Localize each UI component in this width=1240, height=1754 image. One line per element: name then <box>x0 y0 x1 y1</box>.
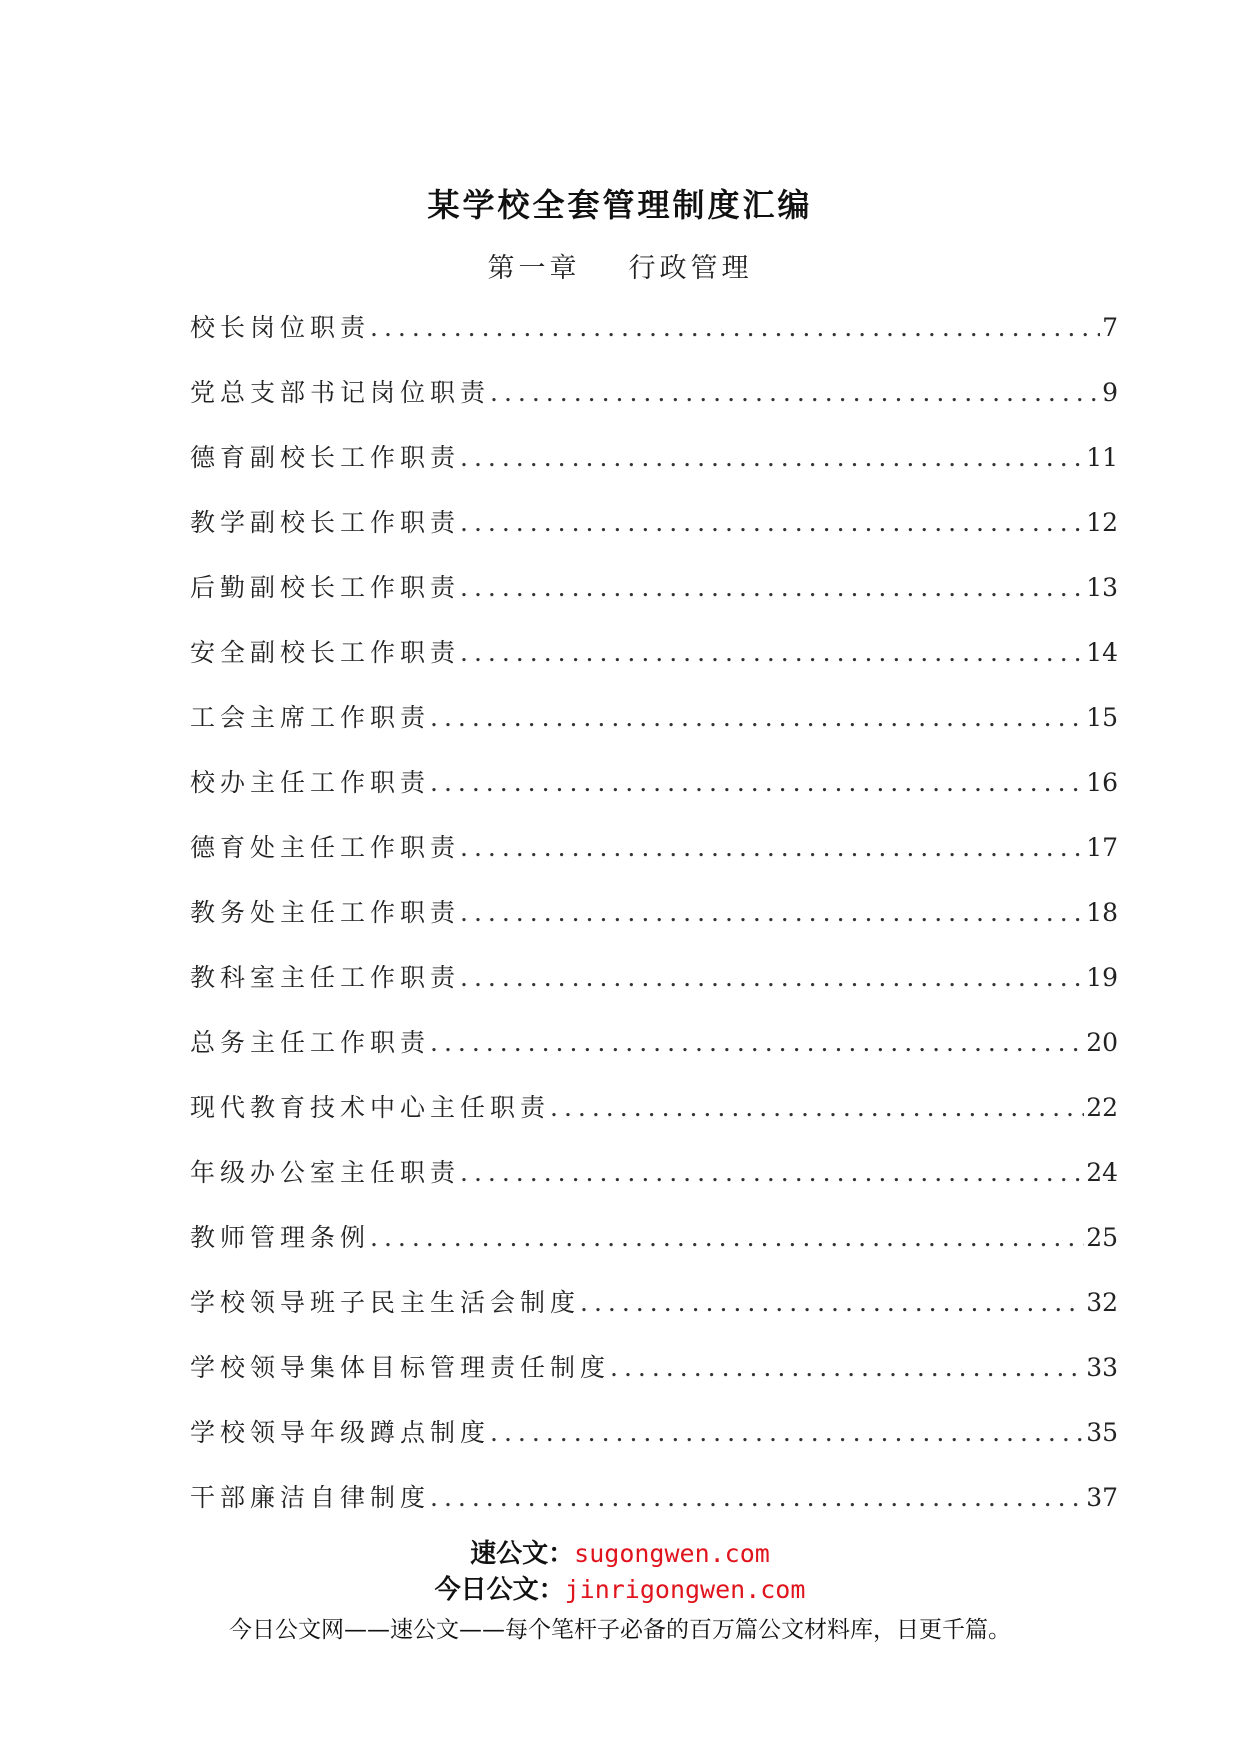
toc-dot-leader <box>460 638 1084 667</box>
chapter-number: 第一章 <box>487 253 581 284</box>
toc-entry-page-number: 24 <box>1086 1158 1118 1187</box>
toc-entry-page-number: 19 <box>1086 963 1118 992</box>
toc-entry-page-number: 9 <box>1102 378 1118 407</box>
toc-dot-leader <box>460 963 1084 992</box>
toc-entry-page-number: 33 <box>1086 1353 1118 1382</box>
toc-dot-leader <box>610 1353 1084 1382</box>
toc-entry-label: 教务处主任工作职责 <box>190 898 461 927</box>
toc-entry[interactable] <box>190 1218 1118 1283</box>
toc-entry-label: 学校领导年级蹲点制度 <box>190 1418 491 1447</box>
toc-entry[interactable] <box>190 1478 1118 1543</box>
toc-entry-label: 学校领导集体目标管理责任制度 <box>190 1353 611 1382</box>
toc-dot-leader <box>490 378 1100 407</box>
footer-sugongwen-url[interactable]: sugongwen.com <box>574 1539 770 1568</box>
toc-entry-label: 德育处主任工作职责 <box>190 833 461 862</box>
toc-entry[interactable] <box>190 438 1118 503</box>
table-of-contents <box>190 308 1118 1543</box>
footer-line-sugongwen <box>0 1536 1240 1572</box>
toc-entry-label: 干部廉洁自律制度 <box>190 1483 431 1512</box>
footer-sugongwen-label: 速公文： <box>470 1539 575 1569</box>
toc-entry[interactable] <box>190 1153 1118 1218</box>
toc-dot-leader <box>430 703 1084 732</box>
toc-dot-leader <box>460 573 1084 602</box>
toc-entry-page-number: 37 <box>1086 1483 1118 1512</box>
toc-dot-leader <box>370 1223 1084 1252</box>
toc-dot-leader <box>430 768 1084 797</box>
toc-entry[interactable] <box>190 1023 1118 1088</box>
document-title: 某学校全套管理制度汇编 <box>427 186 813 224</box>
toc-entry[interactable] <box>190 698 1118 763</box>
toc-entry-page-number: 35 <box>1086 1418 1118 1447</box>
toc-dot-leader <box>460 898 1084 927</box>
toc-dot-leader <box>460 443 1084 472</box>
toc-entry-label: 年级办公室主任职责 <box>190 1158 461 1187</box>
toc-entry[interactable] <box>190 373 1118 438</box>
toc-entry-label: 校长岗位职责 <box>190 313 371 342</box>
toc-entry-label: 党总支部书记岗位职责 <box>190 378 491 407</box>
toc-entry-label: 教师管理条例 <box>190 1223 371 1252</box>
toc-entry-label: 安全副校长工作职责 <box>190 638 461 667</box>
toc-entry-label: 校办主任工作职责 <box>190 768 431 797</box>
toc-entry-page-number: 7 <box>1102 313 1118 342</box>
toc-entry-page-number: 16 <box>1086 768 1118 797</box>
toc-entry-page-number: 20 <box>1086 1028 1118 1057</box>
toc-entry-label: 后勤副校长工作职责 <box>190 573 461 602</box>
toc-dot-leader <box>430 1028 1084 1057</box>
toc-entry[interactable] <box>190 1283 1118 1348</box>
footer-tagline: 今日公文网——速公文——每个笔杆子必备的百万篇公文材料库，日更千篇。 <box>229 1617 1011 1643</box>
toc-entry-label: 教学副校长工作职责 <box>190 508 461 537</box>
toc-entry-label: 教科室主任工作职责 <box>190 963 461 992</box>
toc-entry-page-number: 18 <box>1086 898 1118 927</box>
toc-entry-label: 学校领导班子民主生活会制度 <box>190 1288 581 1317</box>
toc-entry[interactable] <box>190 308 1118 373</box>
footer-jinrigongwen-url[interactable]: jinrigongwen.com <box>564 1575 806 1604</box>
toc-entry-page-number: 13 <box>1086 573 1118 602</box>
toc-dot-leader <box>580 1288 1084 1317</box>
toc-dot-leader <box>370 313 1100 342</box>
toc-entry[interactable] <box>190 893 1118 958</box>
toc-entry-page-number: 17 <box>1086 833 1118 862</box>
chapter-name: 行政管理 <box>628 253 753 284</box>
toc-entry-page-number: 25 <box>1086 1223 1118 1252</box>
toc-entry[interactable] <box>190 828 1118 893</box>
toc-entry-page-number: 12 <box>1086 508 1118 537</box>
toc-dot-leader <box>490 1418 1084 1447</box>
toc-entry[interactable] <box>190 633 1118 698</box>
toc-entry-page-number: 32 <box>1086 1288 1118 1317</box>
toc-entry[interactable] <box>190 568 1118 633</box>
toc-entry[interactable] <box>190 503 1118 568</box>
footer-line-jinrigongwen <box>0 1572 1240 1608</box>
toc-entry[interactable] <box>190 1088 1118 1153</box>
toc-entry-page-number: 11 <box>1086 443 1118 472</box>
toc-dot-leader <box>460 508 1084 537</box>
chapter-heading <box>0 246 1240 285</box>
toc-entry[interactable] <box>190 1413 1118 1478</box>
footer <box>0 1536 1240 1646</box>
toc-entry-label: 德育副校长工作职责 <box>190 443 461 472</box>
toc-dot-leader <box>550 1093 1084 1122</box>
toc-entry-label: 工会主席工作职责 <box>190 703 431 732</box>
toc-entry-label: 总务主任工作职责 <box>190 1028 431 1057</box>
footer-jinrigongwen-label: 今日公文： <box>434 1575 565 1605</box>
toc-entry-page-number: 14 <box>1086 638 1118 667</box>
toc-entry-page-number: 22 <box>1086 1093 1118 1122</box>
toc-entry[interactable] <box>190 763 1118 828</box>
toc-dot-leader <box>460 1158 1084 1187</box>
toc-entry-page-number: 15 <box>1086 703 1118 732</box>
toc-entry-label: 现代教育技术中心主任职责 <box>190 1093 551 1122</box>
toc-dot-leader <box>430 1483 1084 1512</box>
toc-entry[interactable] <box>190 958 1118 1023</box>
toc-dot-leader <box>460 833 1084 862</box>
toc-entry[interactable] <box>190 1348 1118 1413</box>
